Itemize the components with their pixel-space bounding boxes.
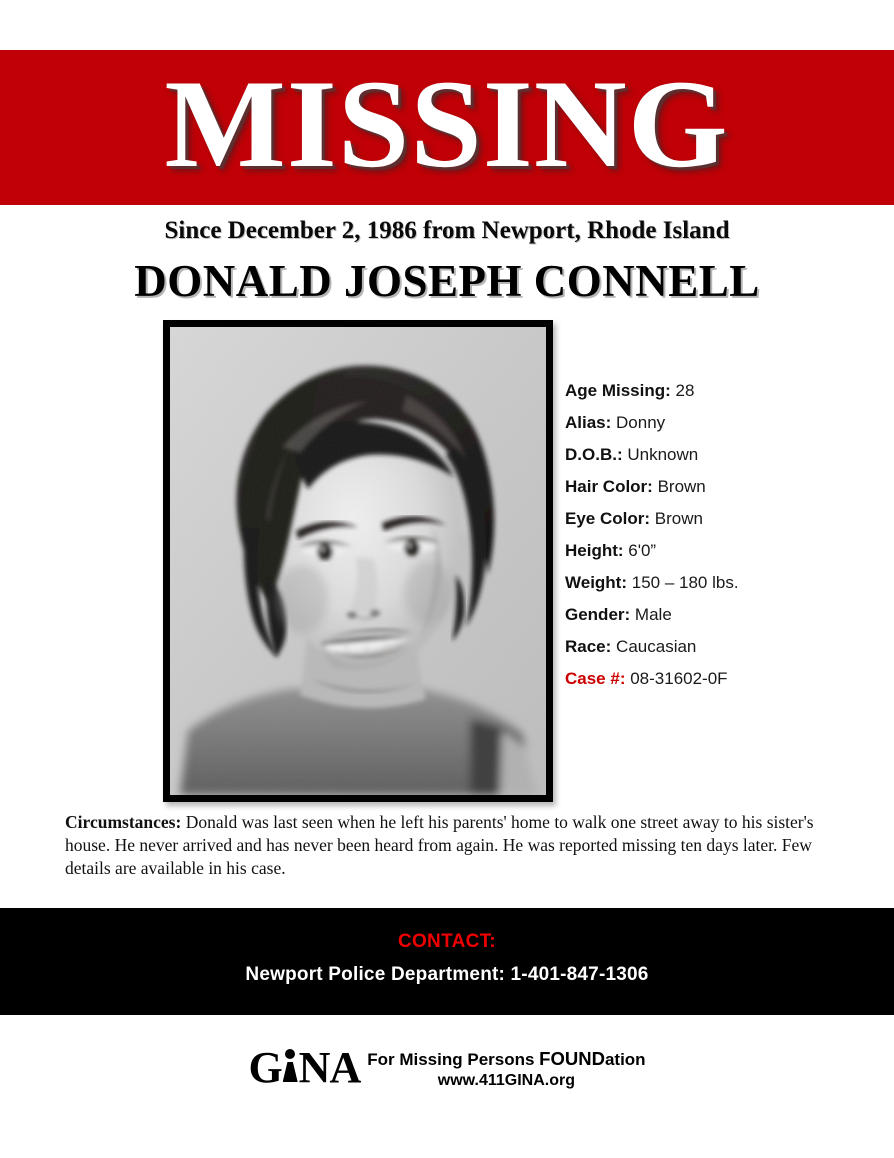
- detail-value-race: Caucasian: [616, 637, 697, 656]
- detail-row: [565, 599, 885, 631]
- detail-label-dob: D.O.B.:: [565, 445, 623, 464]
- contact-bar: [0, 908, 894, 1015]
- detail-value-gender: Male: [634, 605, 672, 624]
- detail-label-weight: Weight:: [565, 573, 628, 592]
- gina-letter-g: G: [248, 1043, 282, 1092]
- detail-label-height: Height:: [565, 541, 624, 560]
- person-figure-icon: [283, 1049, 298, 1082]
- detail-value-case-number: 08-31602-0F: [630, 669, 728, 688]
- missing-headline: MISSING: [164, 54, 730, 194]
- detail-label-alias: Alias:: [565, 413, 612, 432]
- detail-value-eye-color: Brown: [654, 509, 703, 528]
- circumstances-section: [65, 811, 846, 880]
- person-photo-frame: [163, 320, 553, 802]
- detail-value-weight: 150 – 180 lbs.: [631, 573, 739, 592]
- detail-row: [565, 535, 885, 567]
- detail-row: [565, 471, 885, 503]
- detail-row: [565, 439, 885, 471]
- detail-label-eye-color: Eye Color:: [565, 509, 651, 528]
- circumstances-text: Donald was last seen when he left his parents' home to walk one street away to his sister's house. He never arrived and has never been heard from again. He was reported missing ten days later. Few details are available in his case.: [65, 812, 814, 878]
- missing-banner: [0, 50, 894, 205]
- detail-value-hair-color: Brown: [657, 477, 706, 496]
- gina-tagline-block: [367, 1049, 645, 1091]
- detail-value-dob: Unknown: [627, 445, 699, 464]
- tagline-found: FOUND: [539, 1048, 605, 1069]
- tagline-after: ation: [604, 1050, 646, 1069]
- detail-value-alias: Donny: [616, 413, 666, 432]
- contact-phone-line: Newport Police Department: 1-401-847-1306: [245, 964, 649, 985]
- detail-label-race: Race:: [565, 637, 612, 656]
- detail-row: [565, 567, 885, 599]
- person-figure-body: [283, 1062, 298, 1082]
- footer: [0, 1043, 894, 1092]
- gina-logo: [248, 1043, 646, 1092]
- circumstances-label: Circumstances:: [65, 812, 182, 832]
- person-photo: [170, 327, 546, 795]
- detail-label-gender: Gender:: [565, 605, 631, 624]
- detail-value-height: 6'0”: [628, 541, 657, 560]
- gina-letters-na: NA: [298, 1043, 361, 1092]
- tagline-before: For Missing Persons: [367, 1050, 540, 1069]
- detail-row: [565, 631, 885, 663]
- person-figure-head: [285, 1049, 295, 1059]
- missing-since-line: Since December 2, 1986 from Newport, Rhode Island: [164, 217, 730, 244]
- detail-row: [565, 663, 885, 695]
- person-details-list: [565, 375, 885, 695]
- detail-label-case-number: Case #:: [565, 669, 626, 688]
- person-name-heading: DONALD JOSEPH CONNELL: [134, 256, 760, 306]
- detail-value-age-missing: 28: [675, 381, 695, 400]
- detail-label-hair-color: Hair Color:: [565, 477, 653, 496]
- gina-wordmark: [248, 1043, 361, 1092]
- top-margin: [0, 0, 894, 50]
- detail-row: [565, 375, 885, 407]
- photo-and-details-section: [0, 315, 894, 805]
- detail-row: [565, 407, 885, 439]
- gina-website-url: www.411GINA.org: [437, 1072, 575, 1089]
- contact-title: CONTACT:: [397, 931, 497, 952]
- gina-tagline: [367, 1049, 645, 1070]
- detail-row: [565, 503, 885, 535]
- detail-label-age-missing: Age Missing:: [565, 381, 671, 400]
